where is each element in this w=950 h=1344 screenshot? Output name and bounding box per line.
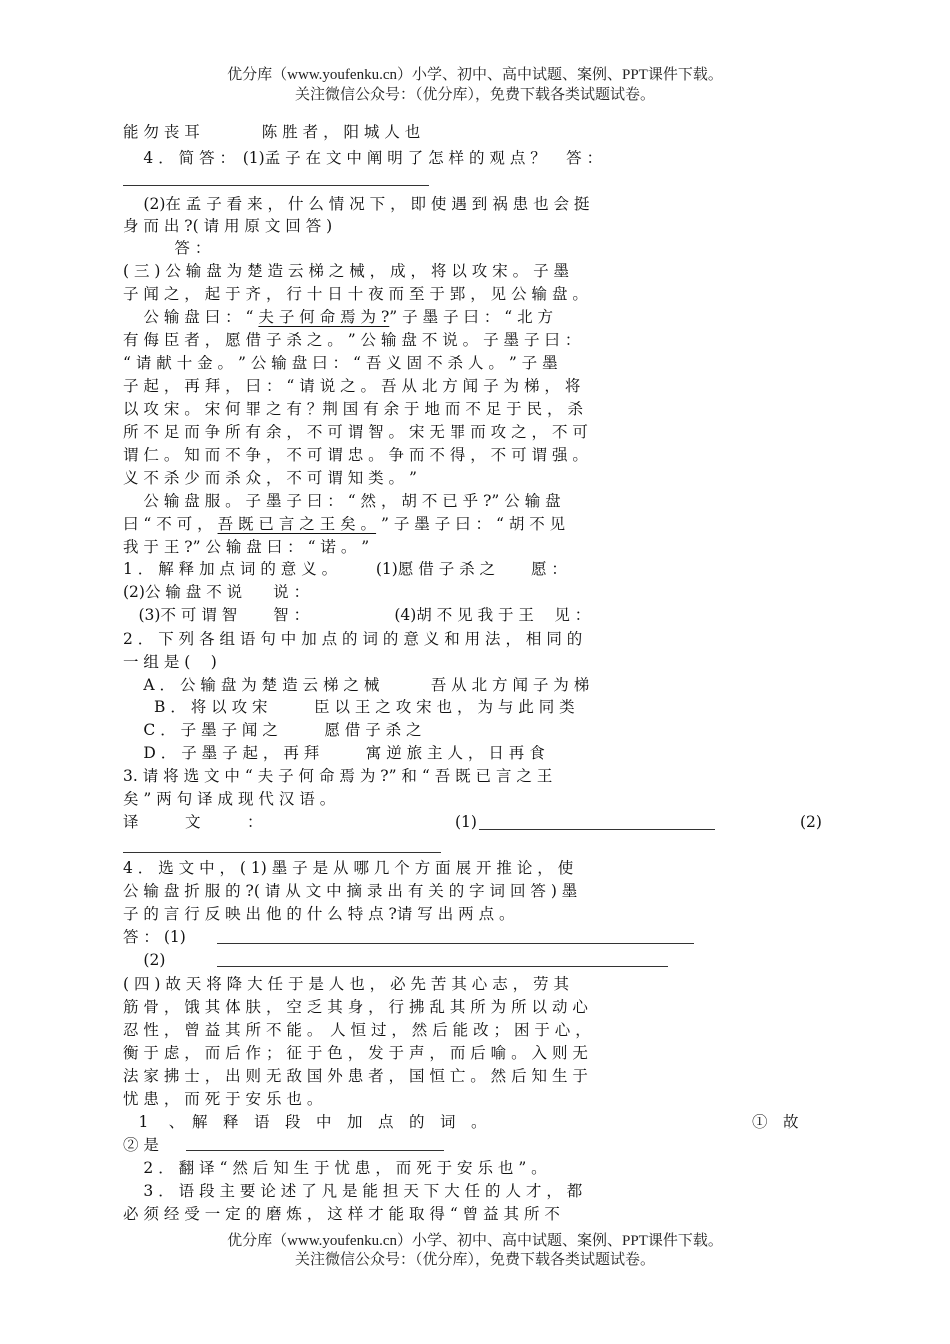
question-3: 3 ． 语 段 主 要 论 述 了 凡 是 能 担 天 下 大 任 的 人 才 ， 都: [123, 1182, 583, 1200]
option-c: C ． 子 墨 子 闻 之 愿 借 子 杀 之: [123, 721, 422, 739]
question-1-item: (3)不 可 谓 智 智 ： (4)胡 不 见 我 于 王 见 ：: [123, 606, 591, 624]
question-4: 公 输 盘 折 服 的 ?( 请 从 文 中 摘 录 出 有 关 的 字 词 回 答 ) 墨: [123, 882, 578, 900]
question-3: 矣 ” 两 句 译 成 现 代 汉 语 。: [123, 790, 336, 808]
item-1-label: ① 故: [752, 1113, 799, 1131]
question-2-translate: 2 ． 翻 译 “ 然 后 知 生 于 忧 患 ， 而 死 于 安 乐 也 ” 。: [123, 1159, 547, 1177]
answer-blank-line: [479, 829, 715, 830]
answer-blank-line: [217, 966, 668, 967]
option-a: A ． 公 输 盘 为 楚 造 云 梯 之 械 吾 从 北 方 闻 子 为 梯: [123, 676, 590, 694]
item-2-label: ② 是: [123, 1136, 159, 1154]
underlined-sentence: 夫 子 何 命 焉 为 ?: [258, 308, 390, 326]
passage-3-line: 以 攻 宋 。 宋 何 罪 之 有 ？荆 国 有 余 于 地 而 不 足 于 民 ， 杀: [123, 400, 583, 418]
answer-label: 答 ：: [123, 239, 211, 257]
passage-4-line: 忧 患 ， 而 死 于 安 乐 也 。: [123, 1090, 323, 1108]
answer-blank-line: [186, 1150, 444, 1151]
text-line: 身 而 出 ?( 请 用 原 文 回 答 ): [123, 217, 333, 235]
answer-label: 答 ： (1): [123, 928, 186, 946]
passage-3-line: 公 输 盘 服 。 子 墨 子 曰 ： “ 然 ， 胡 不 已 乎 ?” 公 输 盘: [123, 492, 561, 510]
passage-4-line: 忍 性 ， 曾 益 其 所 不 能 。 人 恒 过 ， 然 后 能 改 ； 困 于 心 ，: [123, 1021, 591, 1039]
text-line: 能 勿 丧 耳 陈 胜 者 ， 阳 城 人 也: [123, 123, 421, 141]
text-segment: ” 子 墨 子 曰 ： “ 北 方: [389, 308, 554, 326]
answer-blank-line: [123, 852, 441, 853]
question-1-explain: 1 、 解 释 语 段 中 加 点 的 词 。: [123, 1113, 487, 1131]
question-3: 必 须 经 受 一 定 的 磨 炼 ， 这 样 才 能 取 得 “ 曾 益 其 所 不: [123, 1205, 560, 1223]
question-4-short-answer: 4 ． 简 答 ： (1)孟 子 在 文 中 阐 明 了 怎 样 的 观 点 ？ 答 ：: [123, 149, 603, 167]
text-segment: 曰 “ 不 可 ，: [123, 515, 218, 533]
passage-4-line: 衡 于 虑 ， 而 后 作 ； 征 于 色 ， 发 于 声 ， 而 后 喻 。 入 则 无: [123, 1044, 588, 1062]
passage-3-line: 义 不 杀 少 而 杀 众 ， 不 可 谓 知 类 。 ”: [123, 469, 417, 487]
passage-3-line: 有 侮 臣 者 ， 愿 借 子 杀 之 。 ” 公 输 盘 不 说 。 子 墨 子 曰 ：: [123, 331, 581, 349]
option-d: D ． 子 墨 子 起 ， 再 拜 寓 逆 旅 主 人 ， 日 再 食: [123, 744, 545, 762]
page-footer-line-2: 关注微信公众号：（优分库），免费下载各类试题试卷。: [294, 1252, 655, 1268]
page-header-line-2: 关注微信公众号：（优分库），免费下载各类试题试卷。: [294, 87, 655, 103]
question-1-item: (2)公 输 盘 不 说 说 ：: [123, 583, 310, 601]
passage-4-line: ( 四 ) 故 天 将 降 大 任 于 是 人 也 ， 必 先 苦 其 心 志 ， 劳 其: [123, 975, 569, 993]
question-2: 一 组 是 ( ): [123, 653, 217, 671]
passage-3-line: 我 于 王 ?” 公 输 盘 曰 ： “ 诺 。 ”: [123, 538, 370, 556]
translation-label: 译 文 ：: [123, 813, 263, 831]
answer-blank-line: [217, 943, 694, 944]
passage-4-line: 法 家 拂 士 ， 出 则 无 敌 国 外 患 者 ， 国 恒 亡 。 然 后 知 生 于: [123, 1067, 588, 1085]
page-header-line-1: 优分库（www.youfenku.cn）小学、初中、高中试题、案例、PPT课件下载。: [227, 67, 723, 83]
answer-2-label: (2): [800, 813, 822, 831]
question-1: 1 ． 解 释 加 点 词 的 意 义 。 (1)愿 借 子 杀 之 愿 ：: [123, 560, 567, 578]
option-b: B ． 将 以 攻 宋 臣 以 王 之 攻 宋 也 ， 为 与 此 同 类: [123, 698, 575, 716]
answer-label: (2): [123, 951, 166, 969]
passage-3-line: 子 闻 之 ， 起 于 齐 ， 行 十 日 十 夜 而 至 于 郢 ， 见 公 输 盘 。: [123, 285, 588, 303]
passage-3-line: “ 请 献 十 金 。 ” 公 输 盘 曰 ： “ 吾 义 固 不 杀 人 。 ” 子 墨: [123, 354, 558, 372]
question-4: 4 ． 选 文 中 ， ( 1) 墨 子 是 从 哪 几 个 方 面 展 开 推 论 ， 使: [123, 859, 574, 877]
answer-1-label: (1): [455, 813, 477, 831]
passage-3-line: 所 不 足 而 争 所 有 余 ， 不 可 谓 智 。 宋 无 罪 而 攻 之 ， 不 可: [123, 423, 588, 441]
text-segment: 公 输 盘 曰 ： “: [123, 308, 259, 326]
passage-4-line: 筋 骨 ， 饿 其 体 肤 ， 空 乏 其 身 ， 行 拂 乱 其 所 为 所 以 动 心: [123, 998, 588, 1016]
question-2: 2 ． 下 列 各 组 语 句 中 加 点 的 词 的 意 义 和 用 法 ， 相 同 的: [123, 630, 583, 648]
question-4-part-2: (2)在 孟 子 看 来 ， 什 么 情 况 下 ， 即 使 遇 到 祸 患 也 会 挺: [123, 195, 590, 213]
underlined-sentence: 吾 既 已 言 之 王 矣 。: [217, 515, 377, 533]
passage-3-line: ( 三 ) 公 输 盘 为 楚 造 云 梯 之 械 ， 成 ， 将 以 攻 宋 。 子 墨: [123, 262, 569, 280]
passage-3-line: [123, 514, 815, 534]
text-segment: ” 子 墨 子 曰 ： “ 胡 不 见: [376, 515, 566, 533]
passage-3-line: 谓 仁 。 知 而 不 争 ， 不 可 谓 忠 。 争 而 不 得 ， 不 可 谓 强 。: [123, 446, 588, 464]
answer-blank-line: [123, 185, 429, 186]
question-3: 3. 请 将 选 文 中 “ 夫 子 何 命 焉 为 ?” 和 “ 吾 既 已 言 之 王: [123, 767, 553, 785]
passage-3-line: 子 起 ， 再 拜 ， 曰 ： “ 请 说 之 。 吾 从 北 方 闻 子 为 梯 ， 将: [123, 377, 581, 395]
passage-3-line: [123, 307, 815, 327]
question-4: 子 的 言 行 反 映 出 他 的 什 么 特 点 ?请 写 出 两 点 。: [123, 905, 515, 923]
page-footer-line-1: 优分库（www.youfenku.cn）小学、初中、高中试题、案例、PPT课件下载。: [227, 1233, 723, 1249]
